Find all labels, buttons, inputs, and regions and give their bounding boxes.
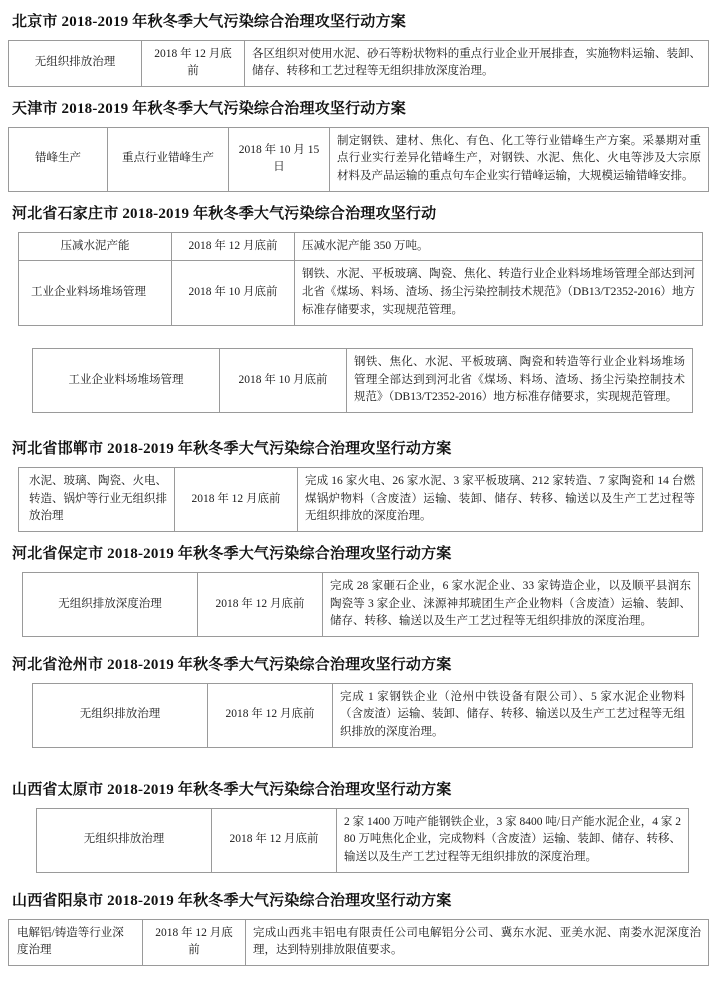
section-heading: 山西省太原市 2018-2019 年秋冬季大气污染综合治理攻坚行动方案	[12, 782, 452, 799]
cell-deadline: 2018 年 10 月底前	[220, 348, 347, 412]
table-row	[19, 232, 703, 261]
section-baoding	[8, 538, 709, 637]
section-heading: 河北省沧州市 2018-2019 年秋冬季大气污染综合治理攻坚行动方案	[12, 657, 452, 674]
cell-deadline: 2018 年 12 月底前	[208, 683, 333, 747]
cell-deadline: 2018 年 12 月底前	[172, 232, 295, 261]
section-beijing	[8, 6, 709, 87]
table-row	[19, 467, 703, 531]
section-handan	[8, 433, 709, 532]
cell-deadline: 2018 年 12 月底前	[212, 808, 337, 872]
spacer	[8, 754, 709, 774]
cell-detail: 完成 16 家火电、26 家水泥、3 家平板玻璃、212 家转造、7 家陶瓷和 14 台燃煤锅炉物料（含废渣）运输、装卸、储存、转移、输送以及生产工艺过程等无组织排放的深度治理。	[298, 467, 703, 531]
cell-deadline: 2018 年 10 月底前	[172, 261, 295, 325]
cell-detail: 制定钢铁、建材、焦化、有色、化工等行业错峰生产方案。采暴期对重点行业实行差异化错峰生产，对钢铁、水泥、焦化、火电等涉及大宗原材料及产品运输的重点句车企业实行错峰运输，大规模运输错峰安排。	[330, 127, 709, 191]
table-row	[37, 808, 689, 872]
measures-table	[8, 127, 709, 192]
cell-deadline: 2018 年 12 月底前	[198, 572, 323, 636]
section-heading: 天津市 2018-2019 年秋冬季大气污染综合治理攻坚行动方案	[12, 101, 406, 118]
cell-detail: 各区组织对使用水泥、砂石等粉状物料的重点行业企业开展排查，实施物料运输、装卸、储存、转移和工艺过程等无组织排放深度治理。	[245, 40, 709, 87]
cell-measure: 工业企业料场堆场管理	[19, 261, 172, 325]
section-heading: 河北省保定市 2018-2019 年秋冬季大气污染综合治理攻坚行动方案	[12, 546, 452, 563]
measures-table	[32, 348, 693, 413]
table-row	[19, 261, 703, 325]
section-cangzhou	[8, 649, 709, 748]
table-row	[33, 348, 693, 412]
measures-table	[36, 808, 689, 873]
cell-detail: 2 家 1400 万吨产能钢铁企业，3 家 8400 吨/日产能水泥企业，4 家 280 万吨焦化企业，完成物料（含废渣）运输、装卸、储存、转移、输送以及生产工艺过程等无组织排放的深度治理。	[337, 808, 689, 872]
cell-measure: 无组织排放治理	[33, 683, 208, 747]
section-heading: 河北省石家庄市 2018-2019 年秋冬季大气污染综合治理攻坚行动	[12, 206, 437, 223]
measures-table	[22, 572, 699, 637]
section-shijiazhuang	[8, 198, 709, 326]
cell-measure: 错峰生产	[9, 127, 108, 191]
cell-detail: 完成 28 家砸石企业，6 家水泥企业、33 家铸造企业，以及顺平县润东陶瓷等 3 家企业、涞源神邦琥团生产企业物料（含废渣）运输、装卸、储存、转移、输送以及生产工艺过程等无组织排放的深度治理。	[323, 572, 699, 636]
spacer	[8, 332, 709, 346]
measures-table	[8, 919, 709, 967]
section-heading: 河北省邯郸市 2018-2019 年秋冬季大气污染综合治理攻坚行动方案	[12, 441, 452, 458]
table-row	[9, 40, 709, 87]
cell-measure-sub: 重点行业错峰生产	[108, 127, 229, 191]
cell-deadline: 2018 年 12 月底前	[142, 40, 245, 87]
measures-table	[8, 40, 709, 88]
cell-detail: 压减水泥产能 350 万吨。	[295, 232, 703, 261]
cell-detail: 钢铁、水泥、平板玻璃、陶瓷、焦化、转造行业企业料场堆场管理全部达到河北省《煤场、料场、渣场、扬尘污染控制技术规范》（DB13/T2352-2016）地方标准存储要求，实现规范管理。	[295, 261, 703, 325]
cell-measure: 无组织排放治理	[9, 40, 142, 87]
cell-detail: 钢铁、焦化、水泥、平板玻璃、陶瓷和转造等行业企业料场堆场管理全部达到到河北省《煤场、料场、渣场、扬尘污染控制技术规范》（DB13/T2352-2016）地方标准存储要求，实现规范管理。	[347, 348, 693, 412]
cell-measure: 无组织排放深度治理	[23, 572, 198, 636]
section-heading: 山西省阳泉市 2018-2019 年秋冬季大气污染综合治理攻坚行动方案	[12, 893, 452, 909]
cell-deadline: 2018 年 12 月底前	[143, 919, 246, 966]
section-tianjin	[8, 93, 709, 192]
table-row	[23, 572, 699, 636]
cell-measure: 压减水泥产能	[19, 232, 172, 261]
section-continuation	[8, 348, 709, 413]
cell-deadline: 2018 年 10 月 15 日	[229, 127, 330, 191]
section-heading: 北京市 2018-2019 年秋冬季大气污染综合治理攻坚行动方案	[12, 14, 406, 30]
cell-measure: 电解铝/铸造等行业深度治理	[9, 919, 143, 966]
cell-measure: 无组织排放治理	[37, 808, 212, 872]
spacer	[8, 419, 709, 433]
cell-deadline: 2018 年 12 月底前	[175, 467, 298, 531]
table-row	[33, 683, 693, 747]
cell-detail: 完成山西兆丰铝电有限责任公司电解铝分公司、冀东水泥、亚美水泥、南娄水泥深度治理，达到特别排放限值要求。	[246, 919, 709, 966]
measures-table	[18, 467, 703, 532]
section-yangquan	[8, 885, 709, 966]
table-row	[9, 127, 709, 191]
measures-table	[32, 683, 693, 748]
measures-table	[18, 232, 703, 326]
cell-detail: 完成 1 家钢铁企业（沧州中铁设备有限公司）、5 家水泥企业物料（含废渣）运输、装卸、储存、转移、输送以及生产工艺过程等无组织排放的深度治理。	[333, 683, 693, 747]
section-taiyuan	[8, 774, 709, 873]
cell-measure: 工业企业料场堆场管理	[33, 348, 220, 412]
cell-measure: 水泥、玻璃、陶瓷、火电、转造、锅炉等行业无组织排放治理	[19, 467, 175, 531]
table-row	[9, 919, 709, 966]
